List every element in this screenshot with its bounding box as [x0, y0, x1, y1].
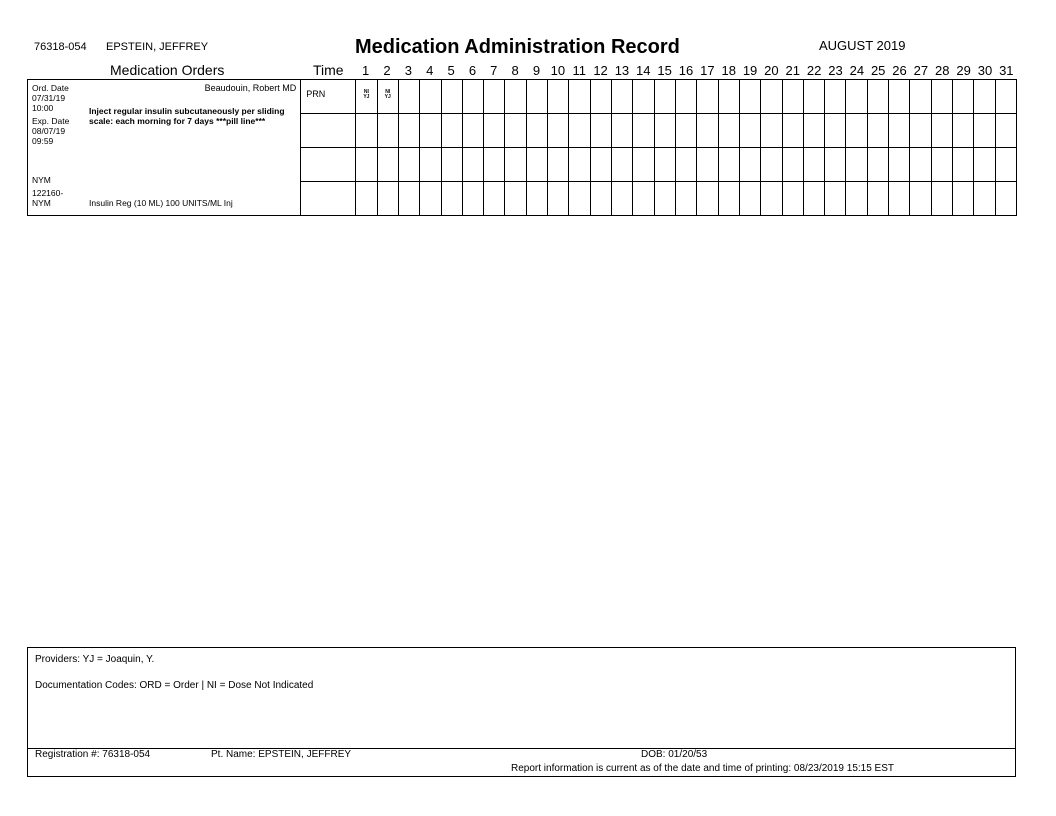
patient-id: 76318-054	[34, 41, 87, 53]
patient-name-footer: Pt. Name: EPSTEIN, JEFFREY	[211, 749, 352, 760]
day-cell-13[interactable]	[612, 148, 633, 182]
day-cell-7[interactable]	[484, 80, 505, 114]
day-cell-22[interactable]	[803, 114, 824, 148]
prescriber: Beaudouin, Robert MD	[204, 83, 297, 93]
time-header: Time	[313, 62, 344, 78]
day-cell-16[interactable]	[675, 80, 696, 114]
day-cell-24[interactable]	[846, 80, 867, 114]
day-cell-30[interactable]	[974, 114, 995, 148]
day-cell-11[interactable]	[569, 182, 590, 216]
providers-legend: Providers: YJ = Joaquin, Y.	[35, 654, 155, 665]
day-cell-4[interactable]	[420, 114, 441, 148]
day-cell-21[interactable]	[782, 114, 803, 148]
day-cell-17[interactable]	[697, 114, 718, 148]
exp-date: 08/07/19	[32, 126, 66, 136]
day-cell-6[interactable]	[462, 80, 483, 114]
day-header-29: 29	[956, 63, 971, 78]
exp-time: 09:59	[32, 136, 54, 146]
entry-code: NI	[363, 89, 369, 95]
day-header-27: 27	[913, 63, 929, 78]
day-cell-28[interactable]	[931, 182, 952, 216]
day-cell-16[interactable]	[675, 148, 696, 182]
day-cell-24[interactable]	[846, 182, 867, 216]
day-cell-5[interactable]	[441, 80, 462, 114]
day-cell-8[interactable]	[505, 114, 526, 148]
day-header-17: 17	[700, 63, 715, 78]
day-cell-4[interactable]	[420, 182, 441, 216]
day-cell-21[interactable]	[782, 148, 803, 182]
day-cell-18[interactable]	[718, 182, 739, 216]
day-cell-14[interactable]	[633, 80, 654, 114]
day-header-19: 19	[742, 63, 758, 78]
day-header-2: 2	[383, 63, 391, 78]
time-cell	[301, 182, 356, 216]
day-cell-10[interactable]	[548, 148, 569, 182]
day-cell-3[interactable]	[398, 114, 419, 148]
medication-orders-header: Medication Orders	[110, 62, 225, 78]
day-header-18: 18	[721, 63, 736, 78]
day-cell-11[interactable]	[569, 80, 590, 114]
ord-date: 07/31/19	[32, 93, 66, 103]
day-cell-23[interactable]	[825, 148, 846, 182]
day-cell-3[interactable]	[398, 148, 419, 182]
day-cell-12[interactable]	[590, 182, 611, 216]
day-cell-6[interactable]	[462, 148, 483, 182]
mar-table	[27, 79, 1017, 216]
day-cell-5[interactable]	[441, 114, 462, 148]
day-cell-10[interactable]	[548, 80, 569, 114]
rx-location: NYM	[32, 198, 51, 208]
entry-provider: YJ	[363, 94, 370, 100]
ord-time: 10:00	[32, 103, 54, 113]
day-cell-26[interactable]	[889, 148, 910, 182]
day-cell-30[interactable]	[974, 182, 995, 216]
day-cell-25[interactable]	[867, 80, 888, 114]
day-cell-25[interactable]	[867, 114, 888, 148]
day-cell-29[interactable]	[953, 182, 974, 216]
day-header-6: 6	[468, 63, 477, 78]
day-cell-14[interactable]	[633, 148, 654, 182]
day-header-9: 9	[532, 63, 541, 78]
day-cell-28[interactable]	[931, 114, 952, 148]
day-header-20: 20	[764, 63, 779, 78]
day-cell-31[interactable]	[995, 80, 1016, 114]
day-cell-18[interactable]	[718, 114, 739, 148]
day-cell-9[interactable]	[526, 182, 547, 216]
day-cell-1[interactable]	[356, 114, 377, 148]
day-header-5: 5	[447, 63, 455, 78]
day-cell-9[interactable]	[526, 80, 547, 114]
day-cell-20[interactable]	[761, 114, 782, 148]
day-cell-27[interactable]	[910, 182, 931, 216]
day-cell-24[interactable]	[846, 114, 867, 148]
day-header-11: 11	[572, 63, 586, 78]
footer-box	[27, 647, 1016, 777]
rx-number: 122160-	[32, 188, 64, 198]
day-cell-3[interactable]	[398, 182, 419, 216]
day-cell-28[interactable]	[931, 80, 952, 114]
day-header-10: 10	[550, 63, 566, 78]
day-header-12: 12	[593, 63, 608, 78]
day-cell-13[interactable]	[612, 80, 633, 114]
day-cell-13[interactable]	[612, 114, 633, 148]
day-cell-6[interactable]	[462, 182, 483, 216]
day-cell-8[interactable]	[505, 148, 526, 182]
day-cell-30[interactable]	[974, 148, 995, 182]
day-cell-17[interactable]	[697, 148, 718, 182]
day-header-16: 16	[678, 63, 694, 78]
ord-date-label: Ord. Date	[32, 83, 69, 93]
day-cell-20[interactable]	[761, 182, 782, 216]
day-cell-2[interactable]	[377, 148, 398, 182]
day-cell-26[interactable]	[889, 114, 910, 148]
day-cell-8[interactable]	[505, 80, 526, 114]
day-cell-31[interactable]	[995, 114, 1016, 148]
day-header-23: 23	[828, 63, 843, 78]
day-cell-14[interactable]	[633, 114, 654, 148]
order-cell	[28, 80, 301, 216]
time-cell: PRN	[301, 80, 356, 114]
day-cell-23[interactable]	[825, 80, 846, 114]
day-cell-18[interactable]	[718, 148, 739, 182]
day-cell-12[interactable]	[590, 114, 611, 148]
day-header-13: 13	[614, 63, 630, 78]
day-cell-24[interactable]	[846, 148, 867, 182]
day-cell-7[interactable]	[484, 182, 505, 216]
day-header-24: 24	[849, 63, 865, 78]
day-header-25: 25	[870, 63, 886, 78]
day-cell-5[interactable]	[441, 182, 462, 216]
registration-number: Registration #: 76318-054	[35, 749, 151, 760]
day-cell-2[interactable]	[377, 182, 398, 216]
day-cell-9[interactable]	[526, 114, 547, 148]
report-info: Report information is current as of the date and time of printing: 08/23/2019 15:15 EST	[511, 763, 895, 774]
day-cell-27[interactable]	[910, 80, 931, 114]
day-cell-31[interactable]	[995, 148, 1016, 182]
day-cell-19[interactable]	[739, 114, 760, 148]
day-cell-28[interactable]	[931, 148, 952, 182]
day-cell-23[interactable]	[825, 114, 846, 148]
day-header-14: 14	[636, 63, 651, 78]
day-cell-4[interactable]	[420, 80, 441, 114]
day-cell-13[interactable]	[612, 182, 633, 216]
day-cell-15[interactable]	[654, 148, 675, 182]
day-cell-11[interactable]	[569, 148, 590, 182]
day-cell-17[interactable]	[697, 182, 718, 216]
day-cell-7[interactable]	[484, 148, 505, 182]
day-cell-19[interactable]	[739, 182, 760, 216]
day-cell-10[interactable]	[548, 114, 569, 148]
exp-date-label: Exp. Date	[32, 116, 70, 126]
day-header-3: 3	[404, 63, 412, 78]
report-month: AUGUST 2019	[819, 38, 906, 53]
day-cell-1[interactable]	[356, 80, 377, 114]
page-title: Medication Administration Record	[355, 36, 680, 58]
time-cell	[301, 148, 356, 182]
day-cell-19[interactable]	[739, 80, 760, 114]
day-cell-5[interactable]	[441, 148, 462, 182]
day-cell-27[interactable]	[910, 114, 931, 148]
entry-provider: YJ	[384, 94, 391, 100]
day-cell-15[interactable]	[654, 114, 675, 148]
day-cell-11[interactable]	[569, 114, 590, 148]
day-header-21: 21	[785, 63, 800, 78]
table-row	[28, 80, 1017, 114]
day-header-30: 30	[977, 63, 993, 78]
day-cell-18[interactable]	[718, 80, 739, 114]
day-cell-3[interactable]	[398, 80, 419, 114]
day-cell-29[interactable]	[953, 148, 974, 182]
day-cell-19[interactable]	[739, 148, 760, 182]
day-cell-10[interactable]	[548, 182, 569, 216]
day-header-22: 22	[806, 63, 822, 78]
day-cell-6[interactable]	[462, 114, 483, 148]
day-cell-29[interactable]	[953, 114, 974, 148]
order-instructions: Inject regular insulin subcutaneously per sliding scale: each morning for 7 days ***pill line***	[89, 106, 285, 126]
administration-entry	[378, 90, 398, 100]
administration-entry	[356, 90, 376, 100]
day-cell-16[interactable]	[675, 182, 696, 216]
dob: DOB: 01/20/53	[641, 749, 708, 760]
day-cell-22[interactable]	[803, 80, 824, 114]
day-header-8: 8	[511, 63, 519, 78]
day-cell-16[interactable]	[675, 114, 696, 148]
day-cell-12[interactable]	[590, 148, 611, 182]
day-cell-1[interactable]	[356, 148, 377, 182]
day-cell-15[interactable]	[654, 80, 675, 114]
documentation-codes: Documentation Codes: ORD = Order | NI = Dose Not Indicated	[35, 680, 314, 691]
day-cell-20[interactable]	[761, 80, 782, 114]
day-cell-2[interactable]	[377, 114, 398, 148]
day-header-31: 31	[999, 63, 1014, 78]
day-header-15: 15	[657, 63, 672, 78]
day-cell-15[interactable]	[654, 182, 675, 216]
day-cell-9[interactable]	[526, 148, 547, 182]
day-cell-26[interactable]	[889, 182, 910, 216]
entry-code: NI	[385, 89, 391, 95]
day-header-7: 7	[490, 63, 498, 78]
day-header-1: 1	[362, 63, 370, 78]
day-cell-27[interactable]	[910, 148, 931, 182]
day-header-4: 4	[426, 63, 434, 78]
drug-name: Insulin Reg (10 ML) 100 UNITS/ML Inj	[89, 198, 233, 208]
day-cell-21[interactable]	[782, 182, 803, 216]
day-cell-7[interactable]	[484, 114, 505, 148]
day-cell-14[interactable]	[633, 182, 654, 216]
day-cell-20[interactable]	[761, 148, 782, 182]
day-cell-21[interactable]	[782, 80, 803, 114]
day-cell-25[interactable]	[867, 182, 888, 216]
day-cell-12[interactable]	[590, 80, 611, 114]
time-cell	[301, 114, 356, 148]
day-cell-26[interactable]	[889, 80, 910, 114]
day-cell-4[interactable]	[420, 148, 441, 182]
day-header-26: 26	[892, 63, 907, 78]
patient-name: EPSTEIN, JEFFREY	[106, 41, 209, 53]
day-cell-22[interactable]	[803, 148, 824, 182]
day-cell-22[interactable]	[803, 182, 824, 216]
day-cell-31[interactable]	[995, 182, 1016, 216]
day-cell-8[interactable]	[505, 182, 526, 216]
day-cell-30[interactable]	[974, 80, 995, 114]
order-location: NYM	[32, 175, 51, 185]
day-cell-1[interactable]	[356, 182, 377, 216]
day-cell-25[interactable]	[867, 148, 888, 182]
day-cell-2[interactable]	[377, 80, 398, 114]
day-cell-17[interactable]	[697, 80, 718, 114]
day-cell-23[interactable]	[825, 182, 846, 216]
day-header-28: 28	[935, 63, 950, 78]
footer-divider	[28, 748, 1015, 749]
day-cell-29[interactable]	[953, 80, 974, 114]
